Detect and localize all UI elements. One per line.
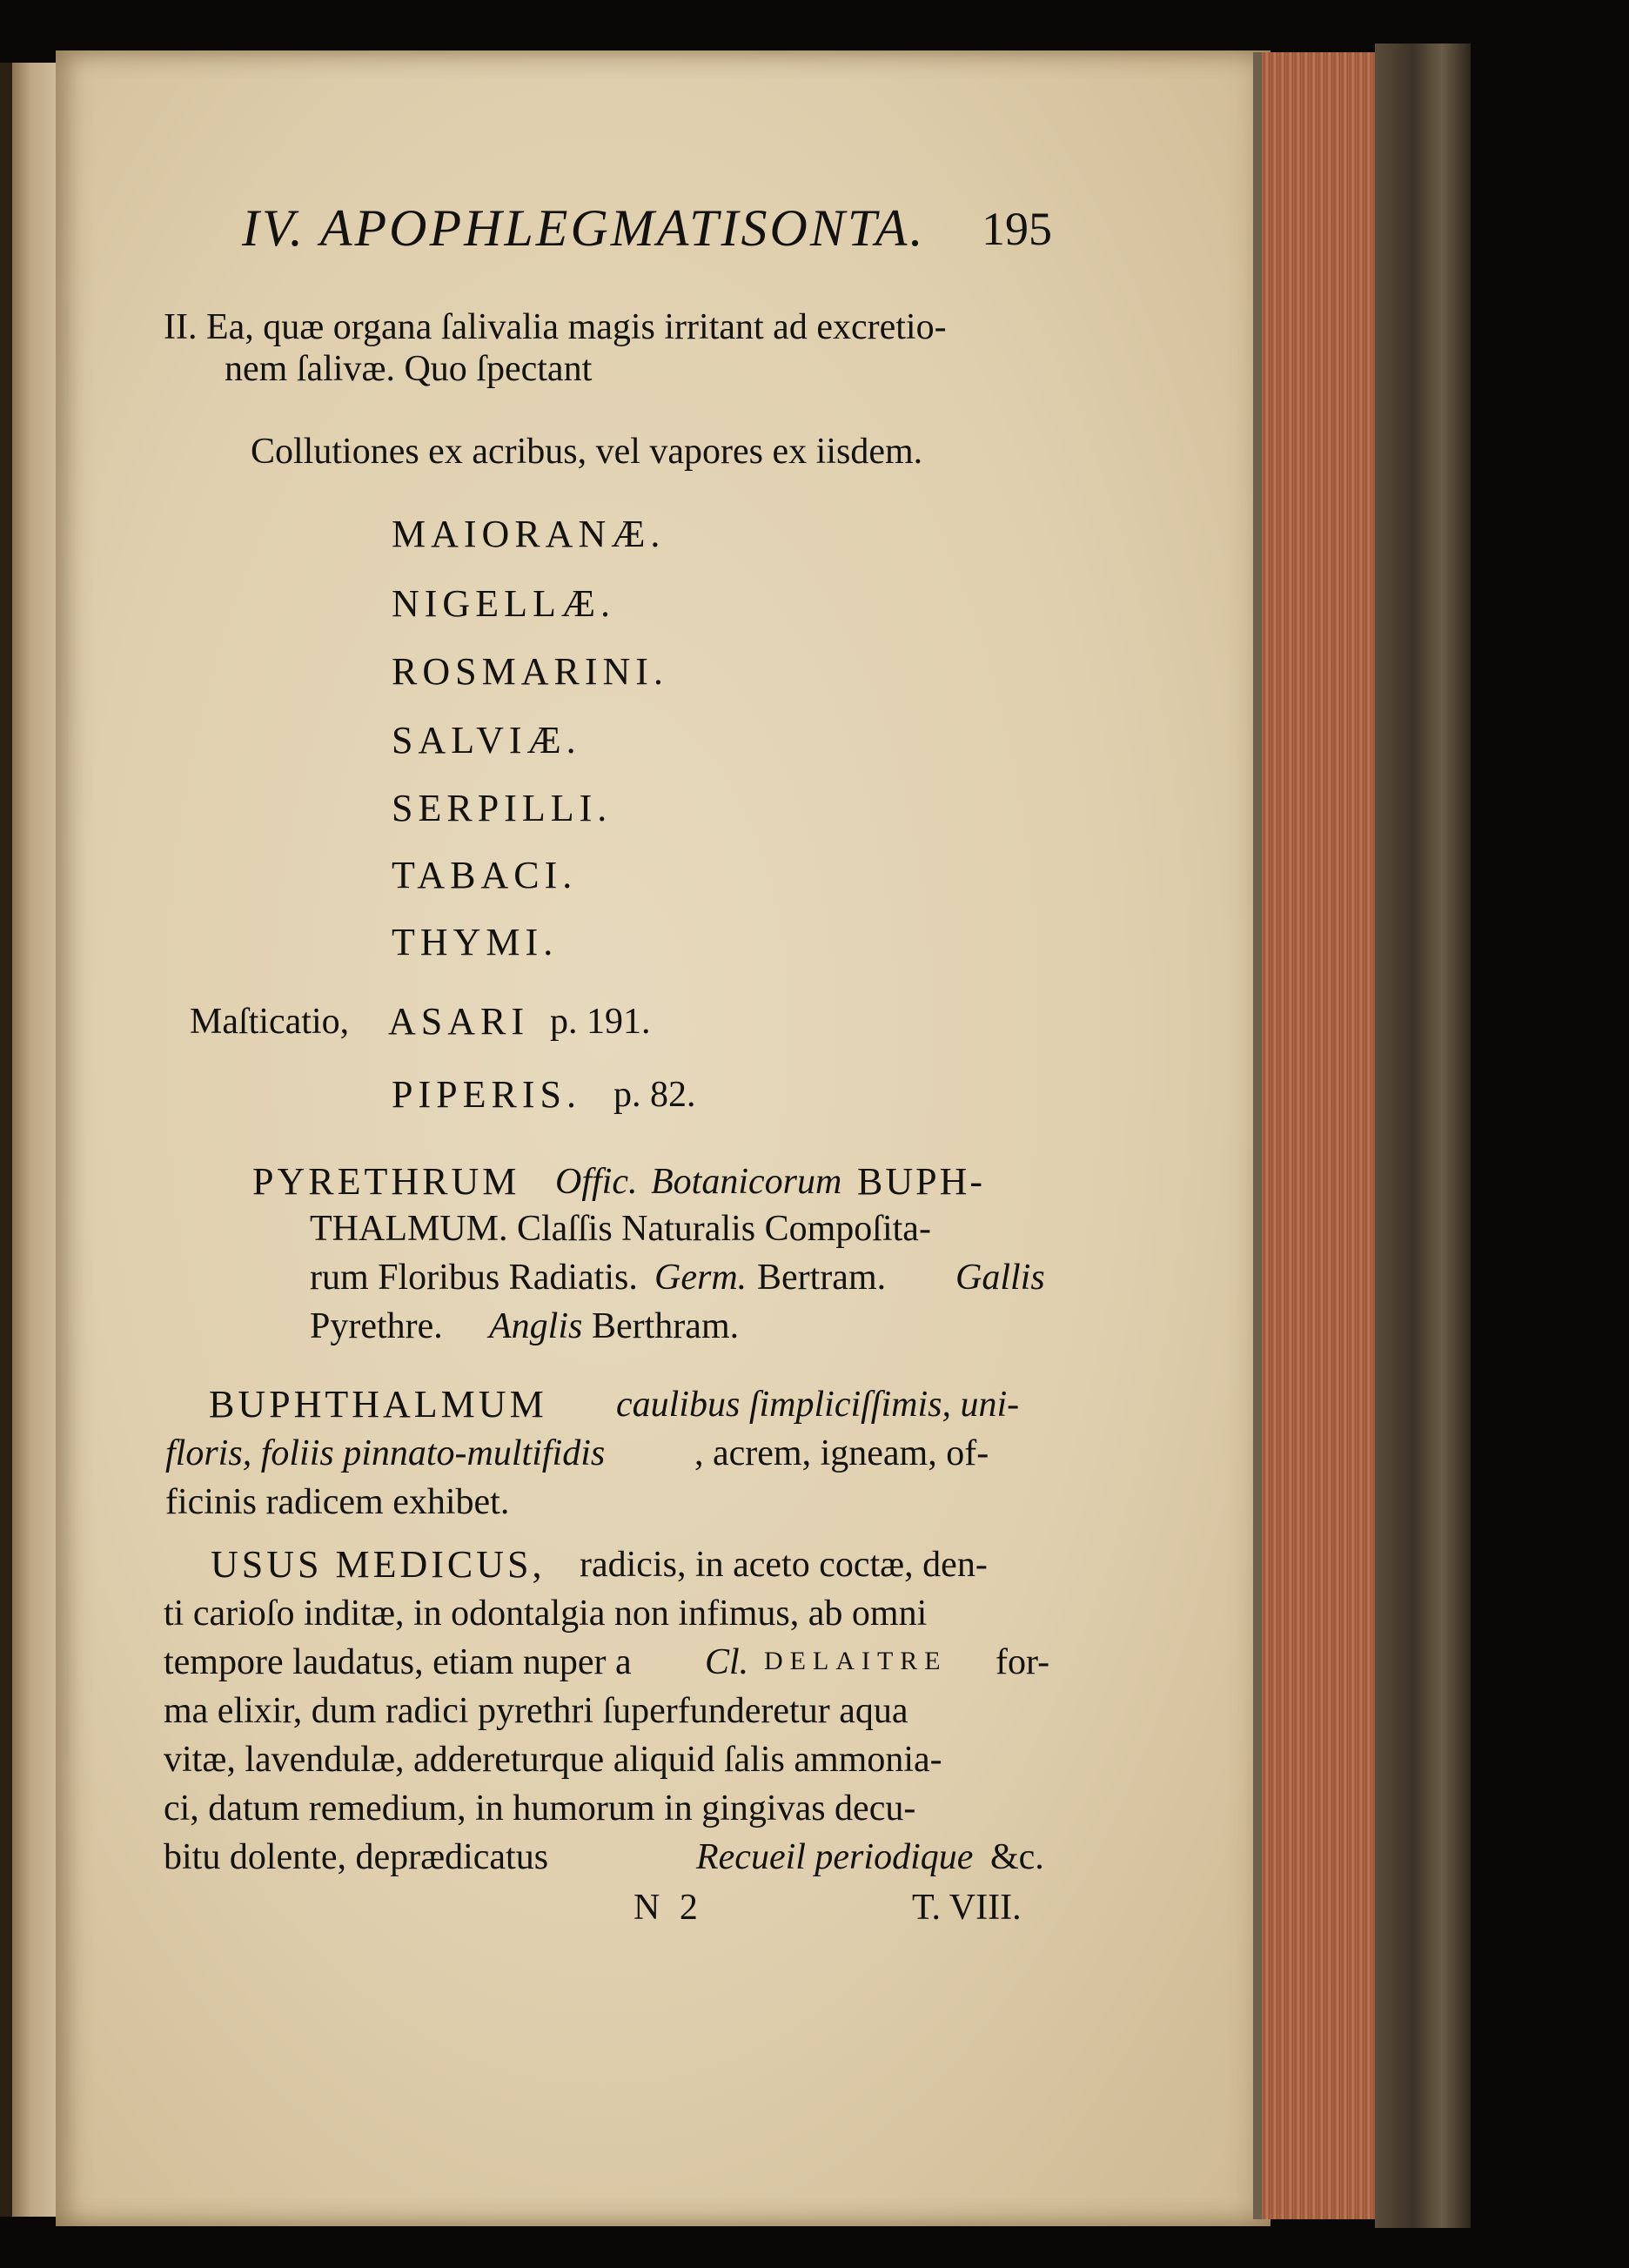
recueil-title: Recueil periodique — [696, 1837, 974, 1877]
herb-item: ROSMARINI. — [392, 650, 668, 693]
book-cover-edge — [1375, 44, 1471, 2228]
signature-mark: N 2 — [634, 1888, 703, 1928]
asari-page-ref: p. 191. — [550, 1002, 651, 1042]
book-left-cover — [0, 63, 12, 2217]
page-block-edge — [1262, 52, 1375, 2219]
herb-item: THYMI. — [392, 921, 559, 963]
botanicorum-word: Botanicorum — [651, 1162, 842, 1202]
page-number: 195 — [982, 203, 1052, 255]
usus-line-5: vitæ, lavendulæ, addereturque aliquid ſalis ammonia- — [164, 1740, 942, 1780]
asari-entry: ASARI — [388, 1000, 530, 1043]
usus-line-3a: tempore laudatus, etiam nuper a — [164, 1642, 632, 1682]
bertram-word: Bertram. — [757, 1258, 887, 1298]
masticatio-label: Maſticatio, — [190, 1002, 350, 1042]
usus-line-2: ti carioſo inditæ, in odontalgia non infimus, ab omni — [164, 1594, 928, 1634]
gallis-word: Gallis — [955, 1258, 1045, 1298]
volume-mark: T. VIII. — [912, 1888, 1022, 1928]
herb-item: MAIORANÆ. — [392, 513, 666, 555]
offic-abbrev: Offic. — [555, 1162, 638, 1202]
berthram-word: Berthram. — [592, 1306, 740, 1346]
usus-line-3b: for- — [996, 1642, 1050, 1682]
buphthalmum-line-3: ficinis radicem exhibet. — [165, 1482, 510, 1522]
usus-line-6: ci, datum remedium, in humorum in gingivas decu- — [164, 1788, 916, 1828]
cl-abbrev: Cl. — [705, 1642, 749, 1682]
usus-medicus-heading: USUS MEDICUS, — [211, 1543, 546, 1586]
section-ii-line-2: nem ſalivæ. Quo ſpectant — [225, 349, 593, 389]
usus-line-7b: &c. — [990, 1837, 1044, 1877]
herb-item: NIGELLÆ. — [392, 582, 615, 625]
usus-line-7a: bitu dolente, deprædicatus — [164, 1837, 549, 1877]
anglis-word: Anglis — [489, 1306, 583, 1346]
buphthalmum-desc-2b: , acrem, igneam, of- — [694, 1433, 989, 1473]
buphthalmum-name: BUPHTHALMUM — [209, 1383, 547, 1426]
delaitre-name: DELAITRE — [764, 1647, 948, 1675]
usus-line-1: radicis, in aceto coctæ, den- — [580, 1545, 988, 1585]
piperis-page-ref: p. 82. — [613, 1075, 696, 1115]
herb-item: TABACI. — [392, 854, 578, 896]
germ-abbrev: Germ. — [654, 1258, 747, 1298]
buphthalmum-desc-1: caulibus ſimpliciſſimis, uni- — [616, 1385, 1020, 1425]
running-title: IV. APOPHLEGMATISONTA. — [242, 199, 926, 257]
herb-item: SALVIÆ. — [392, 719, 581, 762]
buphthalmum-desc-2a: floris, foliis pinnato-multifidis — [165, 1433, 606, 1473]
pyrethre-word: Pyrethre. — [310, 1306, 443, 1346]
pyrethrum-line-2: THALMUM. Claſſis Naturalis Compoſita- — [310, 1209, 931, 1249]
collutiones-line: Collutiones ex acribus, vel vapores ex iisdem. — [251, 432, 923, 472]
section-ii-line-1: II. Ea, quæ organa ſalivalia magis irritant ad excretio- — [164, 307, 947, 347]
buph-word: BUPH- — [857, 1160, 986, 1203]
piperis-entry: PIPERIS. — [392, 1073, 581, 1116]
pyrethrum-line-3a: rum Floribus Radiatis. — [310, 1258, 638, 1298]
pyrethrum-name: PYRETHRUM — [252, 1160, 520, 1203]
usus-line-4: ma elixir, dum radici pyrethri ſuperfunderetur aqua — [164, 1691, 908, 1731]
herb-item: SERPILLI. — [392, 787, 613, 829]
